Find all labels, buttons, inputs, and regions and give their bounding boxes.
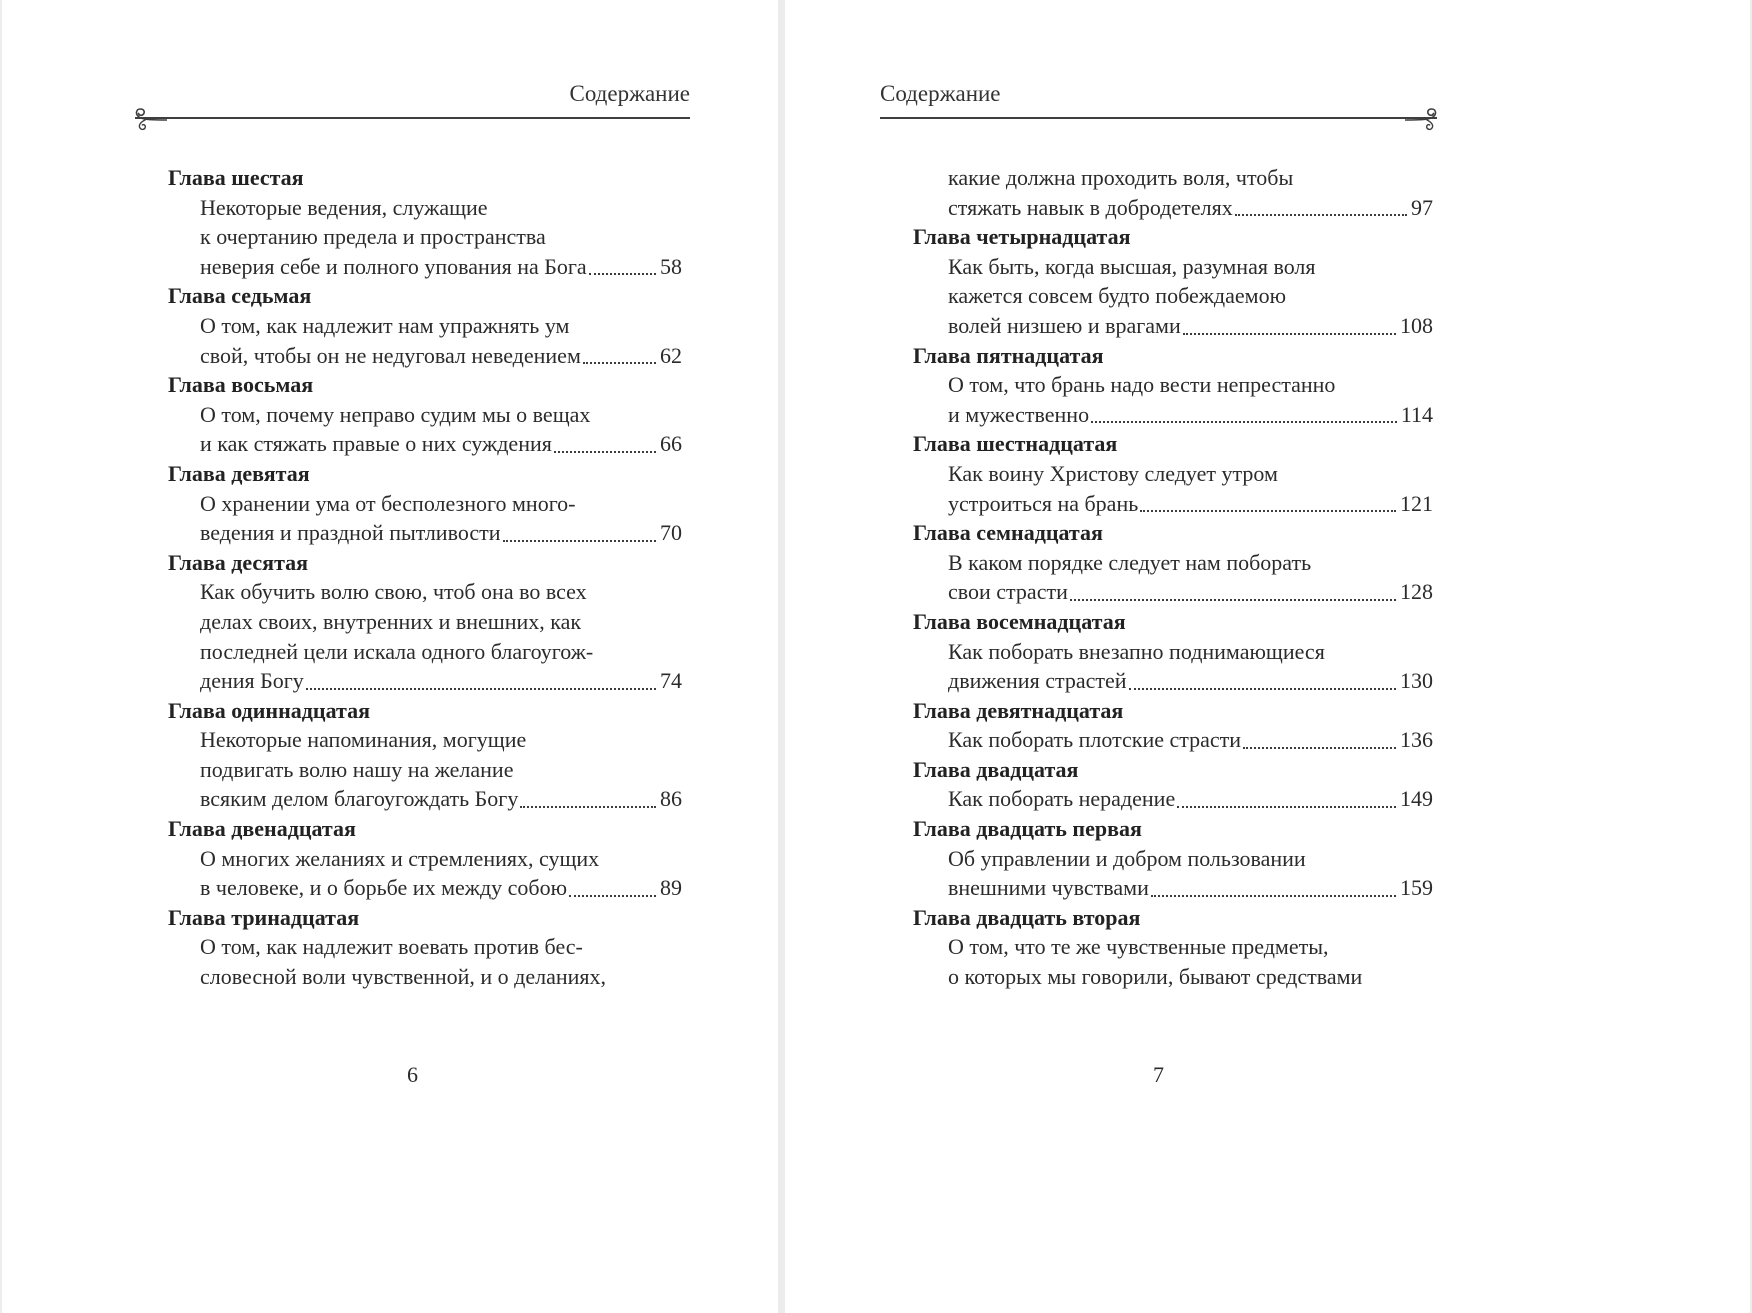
- toc-page-right: [880, 80, 1437, 1087]
- chapter-title: Глава пятнадцатая: [913, 342, 1104, 368]
- entry-last-line: [948, 666, 1433, 696]
- chapter-title: Глава двадцатая: [913, 756, 1079, 782]
- chapter-title: Глава семнадцатая: [913, 520, 1103, 546]
- entry-text-line: кажется совсем будто побеждаемою: [948, 283, 1287, 309]
- page-gutter: [778, 0, 785, 1313]
- chapter-title: Глава двенадцатая: [168, 816, 356, 842]
- entry-text-line: движения страстей: [948, 668, 1127, 694]
- entry-text-line: Как поборать внезапно поднимающиеся: [948, 638, 1325, 664]
- entry-text-line: последней цели искала одного благоугож-: [200, 638, 594, 664]
- dot-leader: [1243, 747, 1396, 749]
- flourish-ornament-icon: [1405, 105, 1441, 133]
- toc-entry: [880, 222, 1437, 340]
- entry-text-line: и как стяжать правые о них суждения: [200, 431, 552, 457]
- chapter-title: Глава восьмая: [168, 372, 314, 398]
- entry-text-line: Как быть, когда высшая, разумная воля: [948, 253, 1316, 279]
- entry-last-line: [200, 666, 682, 696]
- dot-leader: [1177, 806, 1396, 808]
- entry-page-ref: 128: [1400, 579, 1433, 605]
- entry-last-line: [200, 252, 682, 282]
- entry-last-line: [948, 873, 1433, 903]
- entry-page-ref: 136: [1400, 727, 1433, 753]
- entry-page-ref: 89: [660, 875, 682, 901]
- entry-text-line: стяжать навык в добродетелях: [948, 194, 1233, 220]
- chapter-title: Глава девятая: [168, 460, 310, 486]
- chapter-title: Глава седьмая: [168, 283, 312, 309]
- entry-text-line: словесной воли чувственной, и о деланиях,: [200, 964, 607, 990]
- entry-text-line: Некоторые напоминания, могущие: [200, 727, 527, 753]
- entry-page-ref: 62: [660, 342, 682, 368]
- entry-text-line: Как поборать плотские страсти: [948, 727, 1242, 753]
- entry-last-line: [200, 873, 682, 903]
- entry-text-line: к очертанию предела и пространства: [200, 224, 546, 250]
- entry-last-line: [200, 784, 682, 814]
- entry-text-line: О хранении ума от бесполезного много-: [200, 490, 576, 516]
- entry-last-line: [948, 193, 1433, 223]
- scan-edge-left: [0, 0, 2, 1313]
- entry-text-line: О многих желаниях и стремлениях, сущих: [200, 845, 600, 871]
- entry-text-line: всяким делом благоугождать Богу: [200, 786, 519, 812]
- toc-entry: [880, 429, 1437, 518]
- entry-text-line: О том, как надлежит воевать против бес-: [200, 934, 583, 960]
- entry-last-line: [948, 400, 1433, 430]
- running-head: Содержание: [569, 81, 690, 106]
- toc-entry: [880, 341, 1437, 430]
- toc-entry: [135, 370, 690, 459]
- toc-entry: [135, 814, 690, 903]
- toc-entry: [135, 696, 690, 814]
- entry-page-ref: 130: [1400, 668, 1433, 694]
- dot-leader: [1151, 895, 1396, 897]
- page-number: 7: [1153, 1062, 1164, 1087]
- toc-entry: [880, 696, 1437, 755]
- chapter-title: Глава шестнадцатая: [913, 431, 1118, 457]
- entry-text-line: свой, чтобы он не недуговал неведением: [200, 342, 581, 368]
- entry-last-line: [200, 429, 682, 459]
- toc-entry: [880, 607, 1437, 696]
- dot-leader: [589, 273, 656, 275]
- toc-entry: [880, 163, 1437, 222]
- toc-entry: [135, 459, 690, 548]
- entry-text-line: О том, что те же чувственные предметы,: [948, 934, 1329, 960]
- chapter-title: Глава двадцать вторая: [913, 904, 1141, 930]
- dot-leader: [306, 688, 656, 690]
- dot-leader: [583, 362, 656, 364]
- chapter-title: Глава девятнадцатая: [913, 697, 1124, 723]
- entry-text-line: Некоторые ведения, служащие: [200, 194, 488, 220]
- entry-page-ref: 66: [660, 431, 682, 457]
- chapter-title: Глава четырнадцатая: [913, 224, 1131, 250]
- toc-entry: [135, 163, 690, 281]
- toc-page-left: [135, 80, 690, 1087]
- entry-text-line: и мужественно: [948, 401, 1090, 427]
- entry-text-line: О том, что брань надо вести непрестанно: [948, 372, 1336, 398]
- entry-text-line: Как обучить волю свою, чтоб она во всех: [200, 579, 587, 605]
- dot-leader: [1129, 688, 1396, 690]
- entry-text-line: волей низшею и врагами: [948, 312, 1181, 338]
- dot-leader: [503, 540, 656, 542]
- chapter-title: Глава десятая: [168, 549, 309, 575]
- dot-leader: [520, 806, 656, 808]
- entry-page-ref: 114: [1400, 401, 1433, 427]
- entry-text-line: внешними чувствами: [948, 875, 1149, 901]
- entry-page-ref: 159: [1400, 875, 1433, 901]
- toc-entry: [880, 903, 1437, 992]
- entry-text-line: неверия себе и полного упования на Бога: [200, 253, 587, 279]
- toc-entry: [135, 281, 690, 370]
- dot-leader: [1183, 333, 1396, 335]
- toc-list: [880, 163, 1437, 992]
- toc-entry: [135, 548, 690, 696]
- entry-text-line: В каком порядке следует нам поборать: [948, 549, 1312, 575]
- header-rule: [135, 117, 690, 119]
- entry-page-ref: 86: [660, 786, 682, 812]
- dot-leader: [1091, 421, 1397, 423]
- dot-leader: [1140, 510, 1396, 512]
- dot-leader: [1070, 599, 1396, 601]
- running-head: Содержание: [880, 81, 1001, 106]
- entry-page-ref: 58: [660, 253, 682, 279]
- chapter-title: Глава тринадцатая: [168, 904, 360, 930]
- toc-entry: [880, 814, 1437, 903]
- entry-text-line: О том, как надлежит нам упражнять ум: [200, 312, 570, 338]
- entry-last-line: [948, 577, 1433, 607]
- entry-page-ref: 97: [1411, 194, 1433, 220]
- entry-last-line: [200, 341, 682, 371]
- dot-leader: [569, 895, 656, 897]
- entry-last-line: [948, 489, 1433, 519]
- entry-last-line: [948, 784, 1433, 814]
- entry-text-line: в человеке, и о борьбе их между собою: [200, 875, 568, 901]
- entry-text-line: свои страсти: [948, 579, 1068, 605]
- entry-page-ref: 74: [660, 668, 682, 694]
- entry-text-line: подвигать волю нашу на желание: [200, 756, 514, 782]
- entry-last-line: [948, 725, 1433, 755]
- page-number: 6: [407, 1062, 418, 1087]
- toc-entry: [135, 903, 690, 992]
- entry-last-line: [948, 311, 1433, 341]
- dot-leader: [1235, 214, 1407, 216]
- toc-entry: [880, 755, 1437, 814]
- entry-text-line: дения Богу: [200, 668, 304, 694]
- entry-text-line: какие должна проходить воля, чтобы: [948, 165, 1294, 190]
- entry-page-ref: 70: [660, 520, 682, 546]
- entry-text-line: Как воину Христову следует утром: [948, 460, 1278, 486]
- entry-page-ref: 149: [1400, 786, 1433, 812]
- chapter-title: Глава одиннадцатая: [168, 697, 370, 723]
- entry-last-line: [200, 518, 682, 548]
- entry-text-line: о которых мы говорили, бывают средствами: [948, 964, 1363, 990]
- dot-leader: [554, 451, 656, 453]
- entry-text-line: О том, почему неправо судим мы о вещах: [200, 401, 591, 427]
- toc-list: [135, 163, 690, 992]
- entry-text-line: устроиться на брань: [948, 490, 1139, 516]
- header-rule: [880, 117, 1437, 119]
- chapter-title: Глава шестая: [168, 165, 304, 190]
- flourish-ornament-icon: [131, 105, 167, 133]
- entry-page-ref: 121: [1400, 490, 1433, 516]
- entry-text-line: Как поборать нерадение: [948, 786, 1176, 812]
- toc-entry: [880, 518, 1437, 607]
- chapter-title: Глава двадцать первая: [913, 816, 1142, 842]
- entry-page-ref: 108: [1400, 312, 1433, 338]
- entry-text-line: делах своих, внутренних и внешних, как: [200, 608, 582, 634]
- chapter-title: Глава восемнадцатая: [913, 608, 1126, 634]
- entry-text-line: ведения и праздной пытливости: [200, 520, 501, 546]
- entry-text-line: Об управлении и добром пользовании: [948, 845, 1306, 871]
